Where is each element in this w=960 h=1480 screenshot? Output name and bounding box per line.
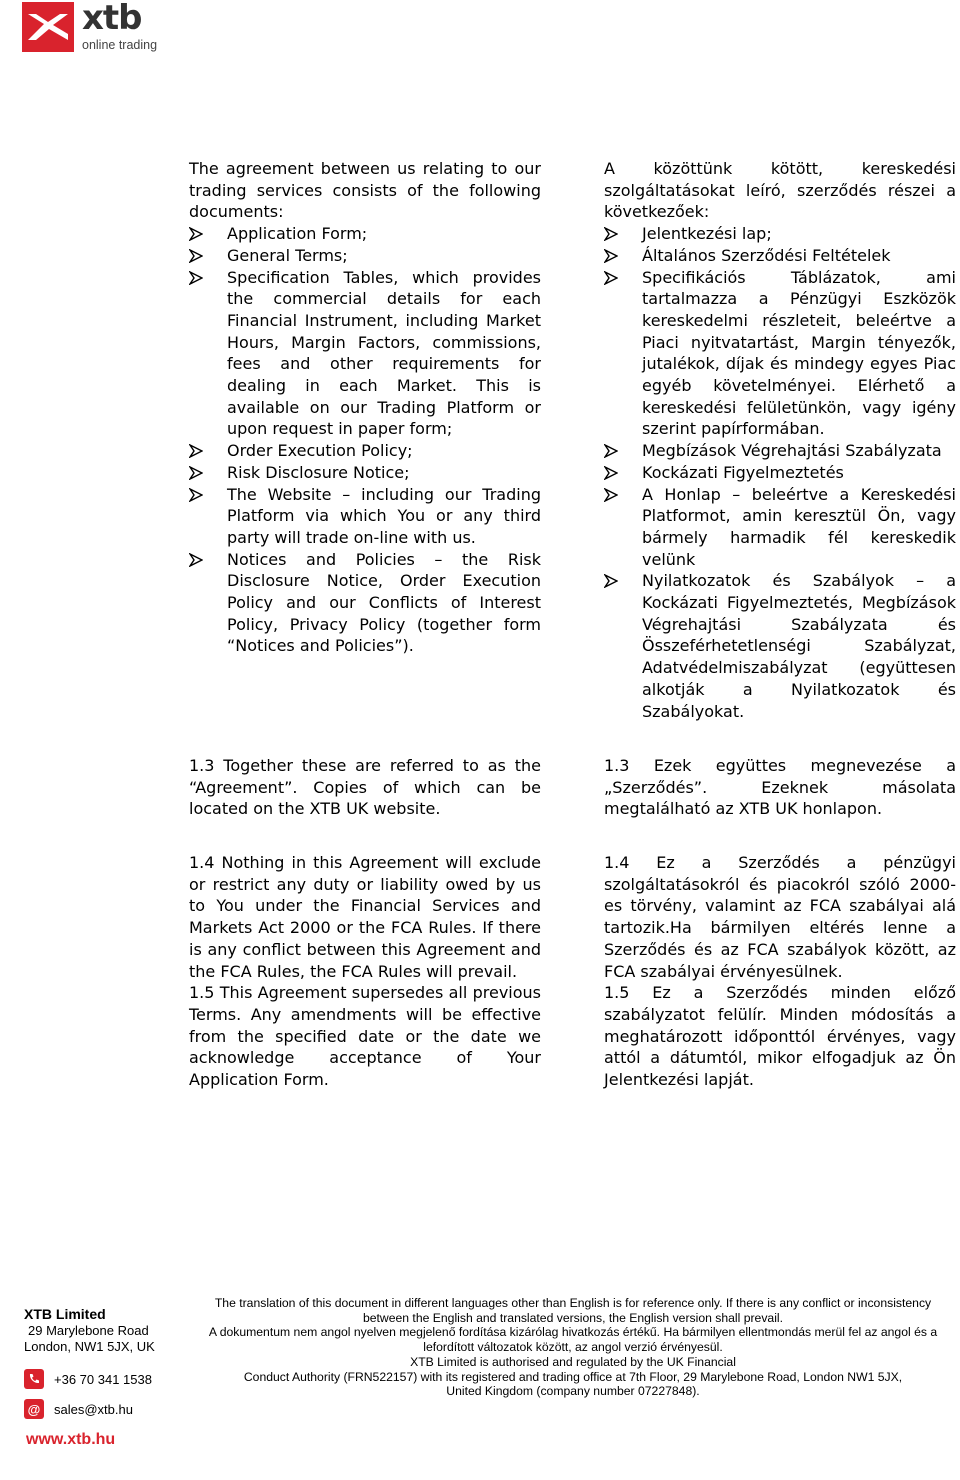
email-link[interactable]: sales@xtb.hu <box>54 1401 133 1417</box>
documents-list <box>604 223 956 722</box>
xtb-logo-mark-icon <box>22 2 74 52</box>
list-item: General Terms; <box>189 245 541 267</box>
clauses-1-4-1-5-hungarian <box>604 852 956 1091</box>
arrow-bullet-icon <box>604 466 618 480</box>
phone-row <box>24 1369 152 1389</box>
arrow-bullet-icon <box>604 444 618 458</box>
notice-line: between the English and translated versions, the English version shall prevail. <box>362 1310 784 1325</box>
documents-list <box>189 223 541 657</box>
notice-line: XTB Limited is authorised and regulated by the UK Financial <box>410 1354 736 1369</box>
at-icon: @ <box>24 1399 44 1419</box>
list-item: Kockázati Figyelmeztetés <box>604 462 956 484</box>
arrow-bullet-icon <box>604 574 618 588</box>
arrow-bullet-icon <box>604 271 618 285</box>
legal-notice <box>192 1296 954 1399</box>
footer-contact <box>24 1306 189 1448</box>
arrow-bullet-icon <box>189 444 203 458</box>
arrow-bullet-icon <box>189 488 203 502</box>
xtb-logo <box>22 2 162 54</box>
address-line: 29 Marylebone Road <box>28 1323 149 1338</box>
clause-1-3-english: 1.3 Together these are referred to as the “Agreement”. Copies of which can be located on the XTB UK website. <box>189 756 541 819</box>
list-item: A Honlap – beleértve a Kereskedési Platformot, amin keresztül Ön, vagy bármely harmadik fél kereskedik velünk <box>604 484 956 571</box>
phone-icon <box>24 1369 44 1389</box>
hungarian-column-intro <box>604 158 956 722</box>
arrow-bullet-icon <box>189 466 203 480</box>
notice-line: lefordított változatok között, az angol verzió érvényesül. <box>423 1340 723 1355</box>
list-item: The Website – including our Trading Platform via which You or any third party will trade on-line with us. <box>189 484 541 549</box>
clause-1-4: 1.4 Ez a Szerződés a pénzügyi szolgáltatásokról és piacokról szóló 2000-es törvény, valamint az FCA szabályai alá tartozik.Ha bármilyen eltérés lenne a Szerződés és az FCA szabályok között, az FCA szabályai érvényesülnek. <box>604 853 956 981</box>
list-item: Nyilatkozatok és Szabályok – a Kockázati Figyelmeztetés, Megbízások Végrehajtási Szabályzata és Összeférhetetlenségi Szabályzat, Adatvédelmiszabályzat (együttesen alkotják a Nyilatkozatok és Szabályokat. <box>604 570 956 722</box>
website-link[interactable]: www.xtb.hu <box>26 1431 116 1448</box>
arrow-bullet-icon <box>604 249 618 263</box>
logo-name: xtb <box>82 0 142 38</box>
arrow-bullet-icon <box>189 227 203 241</box>
list-item: Megbízások Végrehajtási Szabályzata <box>604 440 956 462</box>
notice-line: The translation of this document in different languages other than English is for reference only. If there is any conflict or inconsistency <box>214 1296 932 1310</box>
list-item: Általános Szerződési Feltételek <box>604 245 956 267</box>
list-item: Specification Tables, which provides the commercial details for each Financial Instrument, including Market Hours, Margin Factors, commissions, fees and other requirements for dealing in each Market. This is available on our Trading Platform or upon request in paper form; <box>189 267 541 441</box>
english-column-intro <box>189 158 541 657</box>
clause-1-5: 1.5 This Agreement supersedes all previous Terms. Any amendments will be effective from the specified date or the date we acknowledge acceptance of Your Application Form. <box>189 983 541 1090</box>
notice-line: United Kingdom (company number 07227848). <box>446 1384 700 1399</box>
list-item: Order Execution Policy; <box>189 440 541 462</box>
notice-line: A dokumentum nem angol nyelven megjelenő fordítása kizárólag hivatkozás értékű. Ha bármilyen ellentmondás merül fel az angol és a <box>208 1325 938 1340</box>
clauses-1-4-1-5-english <box>189 852 541 1091</box>
email-row <box>24 1399 133 1419</box>
arrow-bullet-icon <box>604 488 618 502</box>
clause-1-3-hungarian: 1.3 Ezek együttes megnevezése a „Szerződés”. Ezeknek másolata megtalálható az XTB UK honlapon. <box>604 756 956 819</box>
list-item: Specifikációs Táblázatok, ami tartalmazza a Pénzügyi Eszközök kereskedelmi részleteit, beleértve a Piaci nyitvatartást, Margin tényezők, jutalékok, díjak és mindegy egyes Piac egyéb követelményei. Elérhető a kereskedési felületünkön, vagy igény szerint papírformában. <box>604 267 956 441</box>
arrow-bullet-icon <box>189 271 203 285</box>
list-item: Jelentkezési lap; <box>604 223 956 245</box>
logo-tagline: online trading <box>82 38 158 52</box>
arrow-bullet-icon <box>189 553 203 567</box>
clause-1-5: 1.5 Ez a Szerződés minden előző szabályzatot felülír. Minden módosítás a meghatározott időponttól érvényes, vagy attól a dátumtól, mikor elfogadjuk az Ön Jelentkezési lapját. <box>604 983 956 1090</box>
company-name: XTB Limited <box>24 1306 106 1322</box>
intro-paragraph: A közöttünk kötött, kereskedési szolgáltatásokat leíró, szerződés részei a következőek: <box>604 159 956 222</box>
notice-line: Conduct Authority (FRN522157) with its registered and trading office at 7th Floor, 29 Marylebone Road, London NW1 5JX, <box>243 1369 903 1384</box>
clause-1-4: 1.4 Nothing in this Agreement will exclude or restrict any duty or liability owed by us to You under the Financial Services and Markets Act 2000 or the FCA Rules. If there is any conflict between this Agreement and the FCA Rules, the FCA Rules will prevail. <box>189 853 541 981</box>
list-item: Risk Disclosure Notice; <box>189 462 541 484</box>
arrow-bullet-icon <box>604 227 618 241</box>
arrow-bullet-icon <box>189 249 203 263</box>
list-item: Application Form; <box>189 223 541 245</box>
phone-number[interactable]: +36 70 341 1538 <box>54 1371 152 1387</box>
intro-paragraph: The agreement between us relating to our trading services consists of the following documents: <box>189 159 541 222</box>
list-item: Notices and Policies – the Risk Disclosure Notice, Order Execution Policy and our Conflicts of Interest Policy, Privacy Policy (together form “Notices and Policies”). <box>189 549 541 658</box>
address-line: London, NW1 5JX, UK <box>24 1338 155 1354</box>
